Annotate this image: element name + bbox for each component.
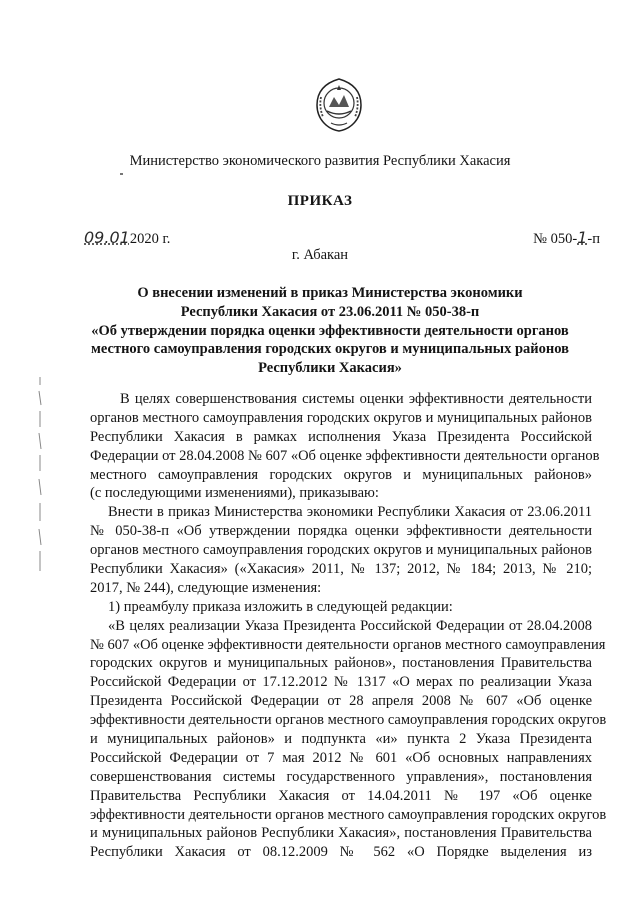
body-line: Республики Хакасия от 08.12.2009 № 562 «О Порядке выделения из [90,844,592,861]
document-type: ПРИКАЗ [287,193,353,209]
body-line: 2017, № 244), следующие изменения: [90,579,322,596]
body-line: В целях совершенствования системы оценки эффективности деятельности [120,391,592,407]
body-line: Российской Федерации от 7 мая 2012 № 601 «Об основных направлениях [90,749,592,766]
handwritten-date: 09.01 [84,228,130,247]
body-line: Президента Российской Федерации от 28 апреля 2008 № 607 «Об оценке [90,693,592,710]
body-line: «В целях реализации Указа Президента Российской Федерации от 28.04.2008 [108,617,592,634]
subject-line: Республики Хакасия от 23.06.2011 № 050-38-п [180,303,480,320]
body-line: № 607 «Об оценке эффективности деятельности органов местного самоуправления [90,636,606,653]
body-line: органов местного самоуправления городских округов и муниципальных районов [90,542,592,559]
number-prefix: № 050- [533,231,578,247]
ministry-name: Министерство экономического развития Республики Хакасия [129,153,511,169]
body-line: Республики Хакасия в рамках исполнения Указа Президента Российской [90,428,592,445]
body-line: и муниципальных районов Республики Хакасия», постановления Правительства [90,825,592,842]
body-line: совершенствования системы государственного управления», постановления [90,768,592,785]
body-line: 1) преамбулу приказа изложить в следующей редакции: [108,598,453,615]
body-line: органов местного самоуправления городских округов и муниципальных районов [90,409,592,426]
date-year: 2020 г. [129,231,171,247]
subject-line: Республики Хакасия» [258,360,402,377]
scan-speck [120,173,123,175]
body-line: Правительства Республики Хакасия от 14.04.2011 № 197 «Об оценке [90,787,592,804]
body-line: и муниципальных районов» и подпункта «и» пункта 2 Указа Президента [90,731,592,748]
body-line: эффективности деятельности органов местного самоуправления городских округов [90,712,607,729]
subject-line: местного самоуправления городских округов и муниципальных районов [91,341,569,358]
body-line: № 050-38-п «Об утверждении порядка оценки эффективности деятельности [90,523,592,540]
handwritten-number: 1 [577,228,588,247]
order-date [84,228,170,248]
order-number [533,228,600,248]
subject-line: О внесении изменений в приказ Министерства экономики [137,285,523,301]
body-line: Республики Хакасия» («Хакасия» 2011, № 137; 2012, № 184; 2013, № 210; [90,561,592,578]
body-line: эффективности деятельности органов местного самоуправления городских округов [90,806,607,823]
city: г. Абакан [291,247,349,263]
body-line: (с последующими изменениями), приказываю: [90,485,379,502]
number-suffix: -п [587,231,600,247]
body-line: городских округов и муниципальных районов», постановления Правительства [90,655,592,672]
body-line: Федерации от 28.04.2008 № 607 «Об оценке эффективности деятельности органов [90,447,600,464]
order-body [90,390,607,862]
subject-line: «Об утверждении порядка оценки эффективности деятельности органов [91,322,569,339]
body-line: Внести в приказ Министерства экономики Республики Хакасия от 23.06.2011 [108,504,592,521]
margin-stamp-mark [36,375,44,575]
order-subject [80,284,580,378]
body-line: местного самоуправления городских округов и муниципальных районов» [90,466,592,483]
body-line: Российской Федерации от 17.12.2012 № 1317 «О мерах по реализации Указа [90,674,592,691]
coat-of-arms-icon [313,77,365,133]
